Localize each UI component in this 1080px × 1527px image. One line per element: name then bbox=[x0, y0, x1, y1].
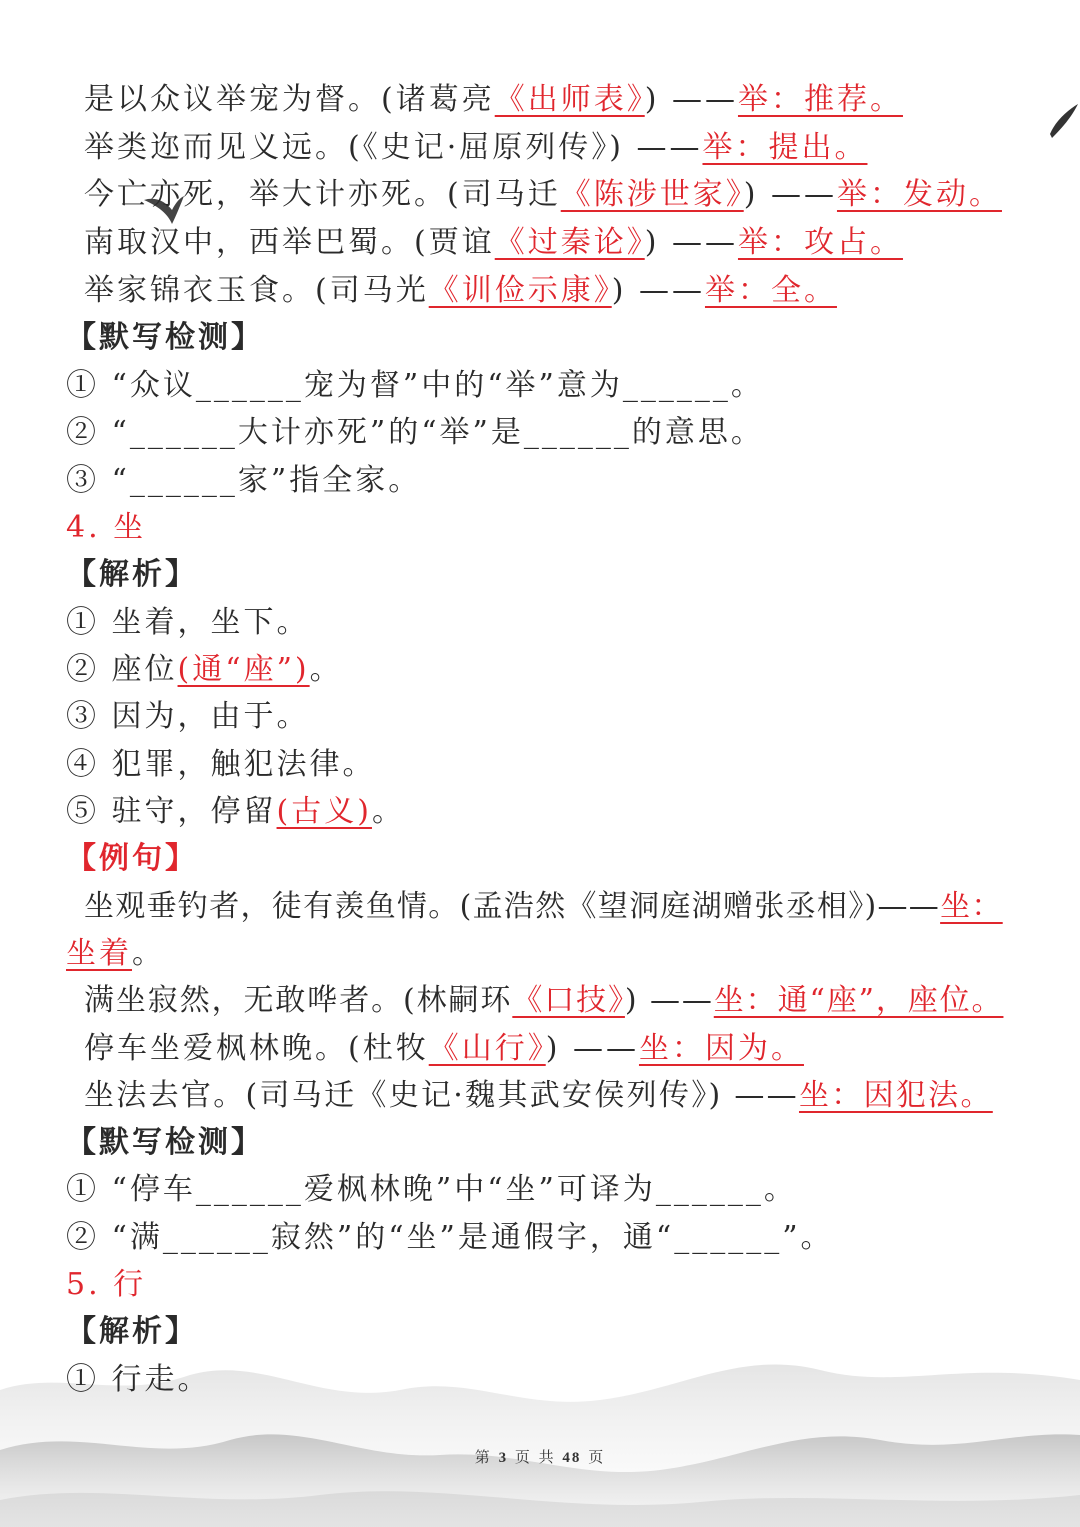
example-line-continued bbox=[66, 934, 165, 974]
example-text: 停车坐爱枫林晚。(杜牧 bbox=[84, 1031, 429, 1066]
example-line bbox=[84, 128, 867, 168]
example-line bbox=[84, 223, 903, 263]
example-dash: ) —— bbox=[743, 177, 837, 212]
dictation-test-heading: 【默写检测】 bbox=[66, 1125, 264, 1160]
meaning-tail: 。 bbox=[371, 794, 405, 829]
source-title: 《训俭示康》 bbox=[428, 273, 612, 308]
meaning-text: ⑤ 驻守，停留 bbox=[66, 794, 277, 829]
example-line bbox=[84, 1076, 993, 1116]
dictation-test-heading: 【默写检测】 bbox=[66, 320, 264, 355]
meaning-item bbox=[66, 697, 310, 737]
example-dash: ) —— bbox=[545, 1031, 639, 1066]
example-dash: ) —— bbox=[611, 273, 705, 308]
meaning-item bbox=[66, 745, 376, 785]
dictation-question: ① “停车______爱枫林晚”中“坐”可译为______。 bbox=[66, 1172, 797, 1207]
meaning-item bbox=[66, 650, 343, 690]
analysis-heading: 【解析】 bbox=[66, 557, 198, 592]
footer-text: 第 bbox=[474, 1448, 492, 1466]
example-line bbox=[84, 887, 1003, 927]
footer-text: 页 共 bbox=[514, 1448, 556, 1466]
page-number: 3 bbox=[498, 1450, 509, 1466]
example-text: 举家锦衣玉食。(司马光 bbox=[84, 273, 429, 308]
answer-text: 坐：因犯法。 bbox=[798, 1078, 993, 1113]
total-pages: 48 bbox=[562, 1450, 582, 1466]
answer-text: 坐着 bbox=[66, 936, 132, 971]
analysis-heading: 【解析】 bbox=[66, 1314, 198, 1349]
dictation-question: ① “众议______宠为督”中的“举”意为______。 bbox=[66, 368, 764, 403]
section-title: 4. 坐 bbox=[66, 510, 147, 545]
example-text: 南取汉中，西举巴蜀。(贾谊 bbox=[84, 225, 495, 260]
example-text: 坐法去官。(司马迁《史记·魏其武安侯列传》) —— bbox=[84, 1078, 799, 1113]
answer-text: 举：推荐。 bbox=[737, 82, 903, 117]
ink-brush-decoration bbox=[1046, 100, 1080, 140]
answer-text: 坐：通“座”，座位。 bbox=[713, 983, 1004, 1018]
footer-text: 页 bbox=[588, 1448, 606, 1466]
answer-text: 举：全。 bbox=[704, 273, 837, 308]
example-text: 是以众议举宠为督。(诸葛亮 bbox=[84, 82, 495, 117]
source-title: 《山行》 bbox=[428, 1031, 546, 1066]
example-line bbox=[84, 1029, 804, 1069]
meaning-note: (古义) bbox=[276, 794, 372, 829]
example-text: 举类迩而见义远。(《史记·屈原列传》) —— bbox=[84, 130, 703, 165]
source-title: 《口技》 bbox=[512, 983, 625, 1018]
dictation-question: ② “______大计亦死”的“举”是______的意思。 bbox=[66, 415, 764, 450]
answer-text: 举：发动。 bbox=[836, 177, 1002, 212]
meaning-item: ① 行走。 bbox=[66, 1362, 211, 1397]
example-tail: 。 bbox=[132, 936, 165, 971]
example-dash: ) —— bbox=[644, 82, 738, 117]
meaning-item bbox=[66, 792, 405, 832]
answer-text: 举：攻占。 bbox=[737, 225, 903, 260]
example-line bbox=[84, 981, 1003, 1021]
example-heading: 【例句】 bbox=[66, 841, 198, 876]
answer-text: 坐：因为。 bbox=[638, 1031, 804, 1066]
example-dash: ) —— bbox=[644, 225, 738, 260]
dictation-question: ③ “______家”指全家。 bbox=[66, 463, 422, 498]
answer-text: 举：提出。 bbox=[702, 130, 868, 165]
example-text: 坐观垂钓者，徒有羡鱼情。(孟浩然《望洞庭湖赠张丞相》)—— bbox=[84, 889, 941, 924]
meaning-text: ③ 因为，由于。 bbox=[66, 699, 310, 734]
source-title: 《过秦论》 bbox=[494, 225, 645, 260]
example-line bbox=[84, 175, 1002, 215]
meaning-note: (通“座”) bbox=[177, 652, 310, 687]
page-footer bbox=[0, 1446, 1080, 1467]
example-text: 今亡亦死，举大计亦死。(司马迁 bbox=[84, 177, 561, 212]
meaning-item bbox=[66, 603, 310, 643]
example-text: 满坐寂然，无敢哗者。(林嗣环 bbox=[84, 983, 513, 1018]
source-title: 《陈涉世家》 bbox=[560, 177, 744, 212]
meaning-text: ① 坐着，坐下。 bbox=[66, 605, 310, 640]
answer-text: 坐： bbox=[940, 889, 1003, 924]
example-line bbox=[84, 271, 837, 311]
source-title: 《出师表》 bbox=[494, 82, 645, 117]
section-title: 5. 行 bbox=[66, 1267, 147, 1302]
dictation-question: ② “满______寂然”的“坐”是通假字，通“______”。 bbox=[66, 1220, 834, 1255]
example-line bbox=[84, 80, 903, 120]
meaning-text: ④ 犯罪，触犯法律。 bbox=[66, 747, 376, 782]
example-dash: ) —— bbox=[624, 983, 714, 1018]
meaning-tail: 。 bbox=[309, 652, 343, 687]
meaning-text: ② 座位 bbox=[66, 652, 178, 687]
